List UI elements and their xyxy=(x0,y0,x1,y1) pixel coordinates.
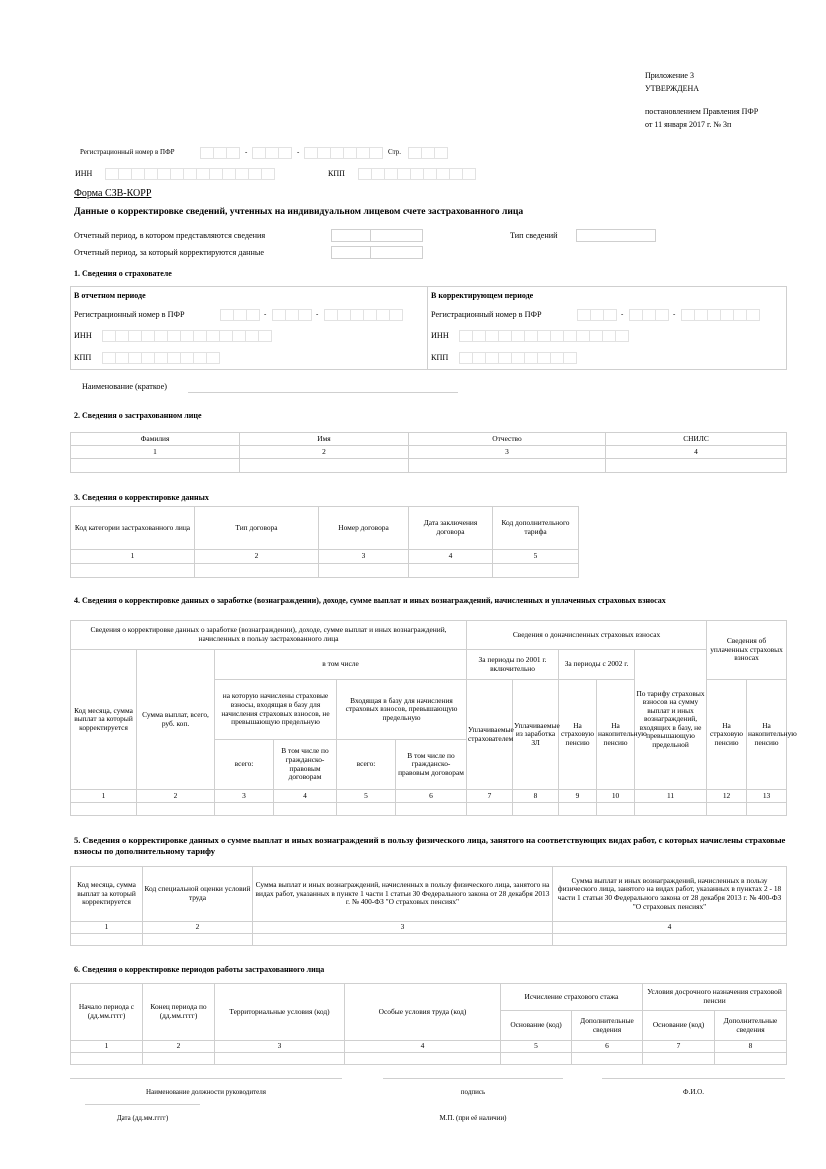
s1-left-kpp-label: КПП xyxy=(74,353,92,362)
s4-h-tariff: По тарифу страховых взносов на сумму выплат и иных вознаграждений, входящих в базу, не превышающую предельной xyxy=(635,650,707,790)
s4-num: 3 xyxy=(215,790,274,803)
s4-h-insurance-pension: На страховую пенсию xyxy=(559,680,597,790)
s3-h-category: Код категории застрахованного лица xyxy=(71,507,195,550)
s4-num: 5 xyxy=(337,790,396,803)
corr-period-label: Отчетный период, за который корректируются данные xyxy=(74,248,265,257)
s3-cell-contract-number[interactable] xyxy=(319,564,409,578)
signature-line[interactable] xyxy=(383,1078,563,1079)
s5-h-sum-p1: Сумма выплат и иных вознаграждений, начисленных в пользу физического лица, занятого на видах работ, указанных в пункте 1 части 1 статьи 30 Федерального закона от 28 декабря 2013 г. № 400-ФЗ "О страховых пенсиях" xyxy=(253,867,553,922)
top-dash-2: - xyxy=(297,148,300,156)
top-page-label: Стр. xyxy=(388,148,401,156)
signature-label: подпись xyxy=(460,1088,486,1096)
s1-right-kpp-label: КПП xyxy=(431,353,449,362)
s3-h-tariff: Код дополнительного тарифа xyxy=(493,507,579,550)
s1-left-dash-2: - xyxy=(316,310,319,318)
s3-cell-category[interactable] xyxy=(71,564,195,578)
s4-table xyxy=(70,620,797,816)
s6-cell-3[interactable] xyxy=(215,1053,345,1065)
s4-num: 13 xyxy=(747,790,787,803)
s6-num-row xyxy=(71,1041,787,1053)
fio-label: Ф.И.О. xyxy=(683,1088,704,1096)
s6-data-row xyxy=(71,1053,787,1065)
s6-num: 8 xyxy=(715,1041,787,1053)
s2-title: 2. Сведения о застрахованном лице xyxy=(74,411,202,420)
s4-cell-5[interactable] xyxy=(337,803,396,816)
s6-h-start: Начало периода с (дд.мм.гггг) xyxy=(71,984,143,1041)
s6-h-early: Условия досрочного назначения страховой пенсии xyxy=(643,984,787,1011)
s6-cell-6[interactable] xyxy=(572,1053,643,1065)
s4-h-funded-pension: На накопительную пенсию xyxy=(597,680,635,790)
s2-cell-snils[interactable] xyxy=(606,459,787,473)
s4-cell-12[interactable] xyxy=(707,803,747,816)
s4-num: 11 xyxy=(635,790,707,803)
s6-title: 6. Сведения о корректировке периодов работы застрахованного лица xyxy=(74,965,325,974)
s5-num: 4 xyxy=(553,922,787,934)
s3-title: 3. Сведения о корректировке данных xyxy=(74,493,209,502)
s2-cell-firstname[interactable] xyxy=(240,459,409,473)
decree-line-1: постановлением Правления ПФР xyxy=(645,107,759,116)
s5-num: 2 xyxy=(143,922,253,934)
s6-h-experience: Исчисление страхового стажа xyxy=(501,984,643,1011)
s6-cell-2[interactable] xyxy=(143,1053,215,1065)
s4-h-base-civil: В том числе по гражданско-правовым договорам xyxy=(274,740,337,790)
s1-right-reg-label: Регистрационный номер в ПФР xyxy=(431,310,542,319)
s1-right-kpp-cells[interactable] xyxy=(459,352,577,363)
top-dash-1: - xyxy=(245,148,248,156)
s1-title: 1. Сведения о страхователе xyxy=(74,269,172,278)
type-label: Тип сведений xyxy=(510,231,558,240)
s6-h-base-1: Основание (код) xyxy=(501,1011,572,1041)
s1-right-dash-2: - xyxy=(673,310,676,318)
s3-cell-tariff[interactable] xyxy=(493,564,579,578)
s6-cell-5[interactable] xyxy=(501,1053,572,1065)
s1-right-inn-label: ИНН xyxy=(431,331,449,340)
s2-cell-patronymic[interactable] xyxy=(409,459,606,473)
s5-cell-sum-p2[interactable] xyxy=(553,934,787,946)
s6-num: 1 xyxy=(71,1041,143,1053)
s4-title: 4. Сведения о корректировке данных о заработке (вознаграждении), доходе, сумме выплат и иных вознаграждений, начисленных и уплаченных страховых взносах xyxy=(74,596,666,605)
s4-num: 6 xyxy=(396,790,467,803)
s4-cell-13[interactable] xyxy=(747,803,787,816)
s6-num: 2 xyxy=(143,1041,215,1053)
s3-num: 1 xyxy=(71,550,195,564)
s2-cell-lastname[interactable] xyxy=(71,459,240,473)
s6-num: 3 xyxy=(215,1041,345,1053)
approved-label: УТВЕРЖДЕНА xyxy=(645,84,700,93)
top-kpp-label: КПП xyxy=(328,169,345,178)
s1-left-dash-1: - xyxy=(264,310,267,318)
s4-h-incl: в том числе xyxy=(215,650,467,680)
s4-cell-10[interactable] xyxy=(597,803,635,816)
s4-num: 8 xyxy=(513,790,559,803)
s2-num: 3 xyxy=(409,446,606,459)
s4-h-base-all: всего: xyxy=(215,740,274,790)
s4-h-over-all: всего: xyxy=(337,740,396,790)
form-name: Форма СЗВ-КОРР xyxy=(74,188,152,199)
type-box[interactable] xyxy=(576,229,656,242)
fio-line[interactable] xyxy=(602,1078,785,1079)
s4-h-month: Код месяца, сумма выплат за который корректируется xyxy=(71,650,137,790)
period-label: Отчетный период, в котором представляются сведения xyxy=(74,231,266,240)
top-reg-label: Регистрационный номер в ПФР xyxy=(80,148,175,156)
s4-cell-8[interactable] xyxy=(513,803,559,816)
date-label: Дата (дд.мм.гггг) xyxy=(116,1114,169,1122)
s5-h-sum-p2: Сумма выплат и иных вознаграждений, начисленных в пользу физического лица, занятого на видах работ, указанных в пунктах 2 - 18 части 1 статьи 30 Федерального закона от 28 декабря 2013 г. № 400-ФЗ "О страховых пенсиях" xyxy=(553,867,787,922)
s6-cell-4[interactable] xyxy=(345,1053,501,1065)
s5-num: 3 xyxy=(253,922,553,934)
top-page-cells[interactable] xyxy=(408,147,448,158)
s6-h-base-2: Основание (код) xyxy=(643,1011,715,1041)
s1-right-reg-3[interactable] xyxy=(681,309,760,320)
s4-cell-7[interactable] xyxy=(467,803,513,816)
top-reg-cells-1[interactable] xyxy=(200,147,240,158)
form-title: Данные о корректировке сведений, учтенных на индивидуальном лицевом счете застрахованного лица xyxy=(74,206,524,217)
s4-cell-1[interactable] xyxy=(71,803,137,816)
s6-h-extra-2: Дополнительные сведения xyxy=(715,1011,787,1041)
s4-num: 7 xyxy=(467,790,513,803)
s6-cell-8[interactable] xyxy=(715,1053,787,1065)
s4-h-base: на которую начислены страховые взносы, входящая в базу для начисления страховых взносов, не превышающую предельную xyxy=(215,680,337,740)
s2-num: 4 xyxy=(606,446,787,459)
s6-h-extra-1: Дополнительные сведения xyxy=(572,1011,643,1041)
s4-h-earn: Сведения о корректировке данных о заработке (вознаграждении), доходе, сумме выплат и иных вознаграждений, начисленных в пользу застрахованного лица xyxy=(71,621,467,650)
s6-h-territorial: Территориальные условия (код) xyxy=(215,984,345,1041)
s6-h-special: Особые условия труда (код) xyxy=(345,984,501,1041)
s2-num: 1 xyxy=(71,446,240,459)
s5-cell-sout[interactable] xyxy=(143,934,253,946)
top-reg-cells-2[interactable] xyxy=(252,147,292,158)
period-code-box[interactable] xyxy=(331,229,371,242)
s1-right-reg-2[interactable] xyxy=(629,309,669,320)
s3-num: 4 xyxy=(409,550,493,564)
s1-right-dash-1: - xyxy=(621,310,624,318)
s2-h-firstname: Имя xyxy=(240,433,409,446)
s4-h-paid-earnings: Уплачиваемые из заработка ЗЛ xyxy=(513,680,559,790)
s4-num: 10 xyxy=(597,790,635,803)
s4-h-over: Входящая в базу для начисления страховых взносов, превышающую предельную xyxy=(337,680,467,740)
s1-name-label: Наименование (краткое) xyxy=(82,382,167,391)
s4-h-paid-insurer: Уплачиваемые страхователем xyxy=(467,680,513,790)
s3-cell-contract-type[interactable] xyxy=(195,564,319,578)
s1-right-reg-1[interactable] xyxy=(577,309,617,320)
corr-period-year-box[interactable] xyxy=(370,246,423,259)
s4-h-before: За периоды по 2001 г. включительно xyxy=(467,650,559,680)
appendix-label: Приложение 3 xyxy=(645,71,694,80)
s1-left-reg-3[interactable] xyxy=(324,309,403,320)
s3-h-contract-number: Номер договора xyxy=(319,507,409,550)
s6-num: 5 xyxy=(501,1041,572,1053)
s3-num: 2 xyxy=(195,550,319,564)
period-year-box[interactable] xyxy=(370,229,423,242)
s4-num-row xyxy=(71,790,787,803)
s4-cell-9[interactable] xyxy=(559,803,597,816)
top-kpp-cells[interactable] xyxy=(358,168,476,179)
s4-h-sum: Сумма выплат, всего, руб. коп. xyxy=(137,650,215,790)
s4-cell-6[interactable] xyxy=(396,803,467,816)
s2-h-lastname: Фамилия xyxy=(71,433,240,446)
s6-num: 6 xyxy=(572,1041,643,1053)
s6-cell-7[interactable] xyxy=(643,1053,715,1065)
top-inn-cells[interactable] xyxy=(105,168,275,179)
s4-cell-4[interactable] xyxy=(274,803,337,816)
position-label: Наименование должности руководителя xyxy=(146,1088,266,1096)
s3-h-contract-date: Дата заключения договора xyxy=(409,507,493,550)
s5-table xyxy=(70,866,787,946)
s2-table xyxy=(70,432,787,473)
s1-name-field[interactable] xyxy=(188,383,458,393)
s4-cell-3[interactable] xyxy=(215,803,274,816)
s4-h-add: Сведения о доначисленных страховых взносах xyxy=(467,621,707,650)
s2-num: 2 xyxy=(240,446,409,459)
s1-right-head: В корректирующем периоде xyxy=(431,291,534,300)
s5-h-month: Код месяца, сумма выплат за который корректируется xyxy=(71,867,143,922)
s4-cell-11[interactable] xyxy=(635,803,707,816)
s6-num: 4 xyxy=(345,1041,501,1053)
s5-h-sout: Код специальной оценки условий труда xyxy=(143,867,253,922)
s4-num: 4 xyxy=(274,790,337,803)
s4-h-paid-funded-pension: На накопительную пенсию xyxy=(747,680,787,790)
s5-cell-month[interactable] xyxy=(71,934,143,946)
s4-h-after: За периоды с 2002 г. xyxy=(559,650,635,680)
approval-block xyxy=(645,69,758,131)
s5-cell-sum-p1[interactable] xyxy=(253,934,553,946)
s1-left-inn-cells[interactable] xyxy=(102,330,272,341)
s5-title: 5. Сведения о корректировке данных о сумме выплат и иных вознаграждений в пользу физического лица, занятого на соответствующих видах работ, с которых начислены страховые взносы по дополнительному тарифу xyxy=(74,835,786,856)
s4-num: 2 xyxy=(137,790,215,803)
s1-left-reg-label: Регистрационный номер в ПФР xyxy=(74,310,185,319)
s3-h-contract-type: Тип договора xyxy=(195,507,319,550)
s4-cell-2[interactable] xyxy=(137,803,215,816)
s2-h-snils: СНИЛС xyxy=(606,433,787,446)
s1-left-inn-label: ИНН xyxy=(74,331,92,340)
decree-line-2: от 11 января 2017 г. № 3п xyxy=(645,120,732,129)
s4-data-row xyxy=(71,803,787,816)
s3-num: 5 xyxy=(493,550,579,564)
s2-h-patronymic: Отчество xyxy=(409,433,606,446)
s5-num: 1 xyxy=(71,922,143,934)
s4-h-paid: Сведения об уплаченных страховых взносах xyxy=(707,621,787,680)
s1-left-reg-1[interactable] xyxy=(220,309,260,320)
s6-cell-1[interactable] xyxy=(71,1053,143,1065)
s1-left-reg-2[interactable] xyxy=(272,309,312,320)
s4-h-paid-insurance-pension: На страховую пенсию xyxy=(707,680,747,790)
stamp-label: М.П. (при её наличии) xyxy=(439,1114,507,1122)
date-line[interactable] xyxy=(85,1104,200,1105)
s6-num: 7 xyxy=(643,1041,715,1053)
top-reg-cells-3[interactable] xyxy=(304,147,383,158)
s3-cell-contract-date[interactable] xyxy=(409,564,493,578)
s1-left-kpp-cells[interactable] xyxy=(102,352,220,363)
s3-table xyxy=(70,506,579,578)
s4-h-over-civil: В том числе по гражданско-правовым договорам xyxy=(396,740,467,790)
corr-period-code-box[interactable] xyxy=(331,246,371,259)
s6-h-end: Конец периода по (дд.мм.гггг) xyxy=(143,984,215,1041)
s4-num: 9 xyxy=(559,790,597,803)
top-inn-label: ИНН xyxy=(75,169,93,178)
s4-num: 1 xyxy=(71,790,137,803)
s1-right-inn-cells[interactable] xyxy=(459,330,629,341)
s6-table xyxy=(70,983,787,1065)
s1-divider xyxy=(427,286,428,369)
s3-num: 3 xyxy=(319,550,409,564)
position-line[interactable] xyxy=(70,1078,342,1079)
s1-left-head: В отчетном периоде xyxy=(74,291,146,300)
s4-num: 12 xyxy=(707,790,747,803)
